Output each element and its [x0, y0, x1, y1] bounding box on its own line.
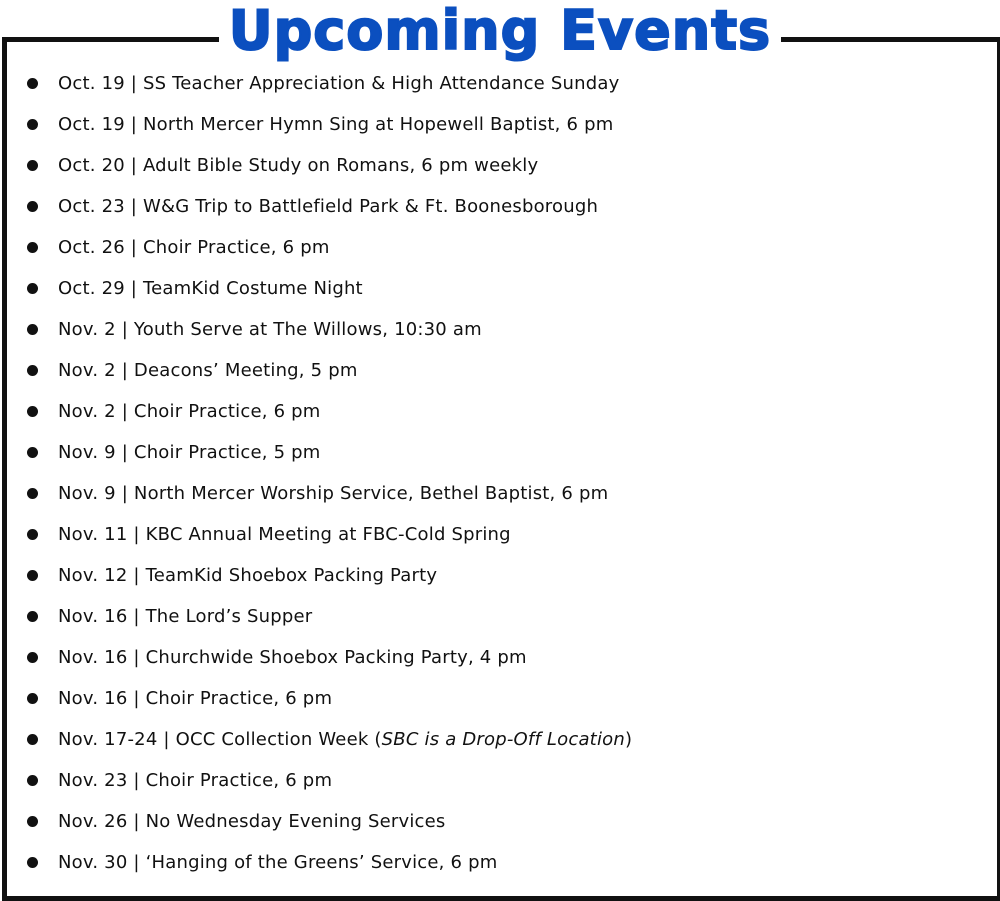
bullet-icon — [27, 816, 38, 827]
event-item — [0, 637, 1000, 678]
event-item — [0, 227, 1000, 268]
bullet-icon — [27, 488, 38, 499]
bullet-icon — [27, 242, 38, 253]
event-text: Nov. 16 | The Lord’s Supper — [58, 606, 313, 627]
event-item — [0, 473, 1000, 514]
event-item — [0, 801, 1000, 842]
event-text: Nov. 9 | North Mercer Worship Service, Bethel Baptist, 6 pm — [58, 483, 609, 504]
bullet-icon — [27, 734, 38, 745]
event-item — [0, 145, 1000, 186]
event-text: Nov. 16 | Choir Practice, 6 pm — [58, 688, 333, 709]
bullet-icon — [27, 447, 38, 458]
event-item — [0, 186, 1000, 227]
bullet-icon — [27, 283, 38, 294]
event-item — [0, 268, 1000, 309]
bullet-icon — [27, 857, 38, 868]
event-text: Nov. 2 | Youth Serve at The Willows, 10:30 am — [58, 319, 482, 340]
event-item — [0, 678, 1000, 719]
event-item — [0, 350, 1000, 391]
bullet-icon — [27, 160, 38, 171]
event-text: Nov. 17-24 | OCC Collection Week ( — [58, 729, 382, 750]
event-item — [0, 555, 1000, 596]
bullet-icon — [27, 693, 38, 704]
event-text: Nov. 16 | Churchwide Shoebox Packing Party, 4 pm — [58, 647, 527, 668]
bullet-icon — [27, 365, 38, 376]
event-text-end: ) — [624, 729, 633, 750]
event-item — [0, 719, 1000, 760]
event-item — [0, 596, 1000, 637]
bullet-icon — [27, 611, 38, 622]
event-text: Nov. 2 | Choir Practice, 6 pm — [58, 401, 321, 422]
bullet-icon — [27, 529, 38, 540]
title-container — [0, 0, 1000, 64]
event-text: Oct. 19 | North Mercer Hymn Sing at Hopewell Baptist, 6 pm — [58, 114, 614, 135]
event-item — [0, 63, 1000, 104]
event-text: Nov. 2 | Deacons’ Meeting, 5 pm — [58, 360, 358, 381]
event-text: Nov. 23 | Choir Practice, 6 pm — [58, 770, 333, 791]
event-text: Nov. 9 | Choir Practice, 5 pm — [58, 442, 321, 463]
bullet-icon — [27, 406, 38, 417]
bullet-icon — [27, 775, 38, 786]
bullet-icon — [27, 201, 38, 212]
event-text: Oct. 26 | Choir Practice, 6 pm — [58, 237, 330, 258]
event-text: Oct. 20 | Adult Bible Study on Romans, 6 pm weekly — [58, 155, 539, 176]
event-item — [0, 432, 1000, 473]
bullet-icon — [27, 78, 38, 89]
event-text: Nov. 30 | ‘Hanging of the Greens’ Service, 6 pm — [58, 852, 498, 873]
bullet-icon — [27, 119, 38, 130]
bullet-icon — [27, 570, 38, 581]
event-text: Oct. 23 | W&G Trip to Battlefield Park & Ft. Boonesborough — [58, 196, 599, 217]
event-note: SBC is a Drop-Off Location — [381, 729, 625, 750]
event-item — [0, 391, 1000, 432]
event-item — [0, 309, 1000, 350]
page-title: Upcoming Events — [219, 0, 781, 64]
event-text: Oct. 29 | TeamKid Costume Night — [58, 278, 363, 299]
bullet-icon — [27, 652, 38, 663]
event-item — [0, 104, 1000, 145]
event-text: Nov. 12 | TeamKid Shoebox Packing Party — [58, 565, 438, 586]
event-item — [0, 842, 1000, 883]
bullet-icon — [27, 324, 38, 335]
events-list — [0, 63, 1000, 883]
event-item — [0, 760, 1000, 801]
event-text: Nov. 26 | No Wednesday Evening Services — [58, 811, 446, 832]
event-text: Nov. 11 | KBC Annual Meeting at FBC-Cold Spring — [58, 524, 511, 545]
event-item — [0, 514, 1000, 555]
event-text: Oct. 19 | SS Teacher Appreciation & High Attendance Sunday — [58, 73, 620, 94]
